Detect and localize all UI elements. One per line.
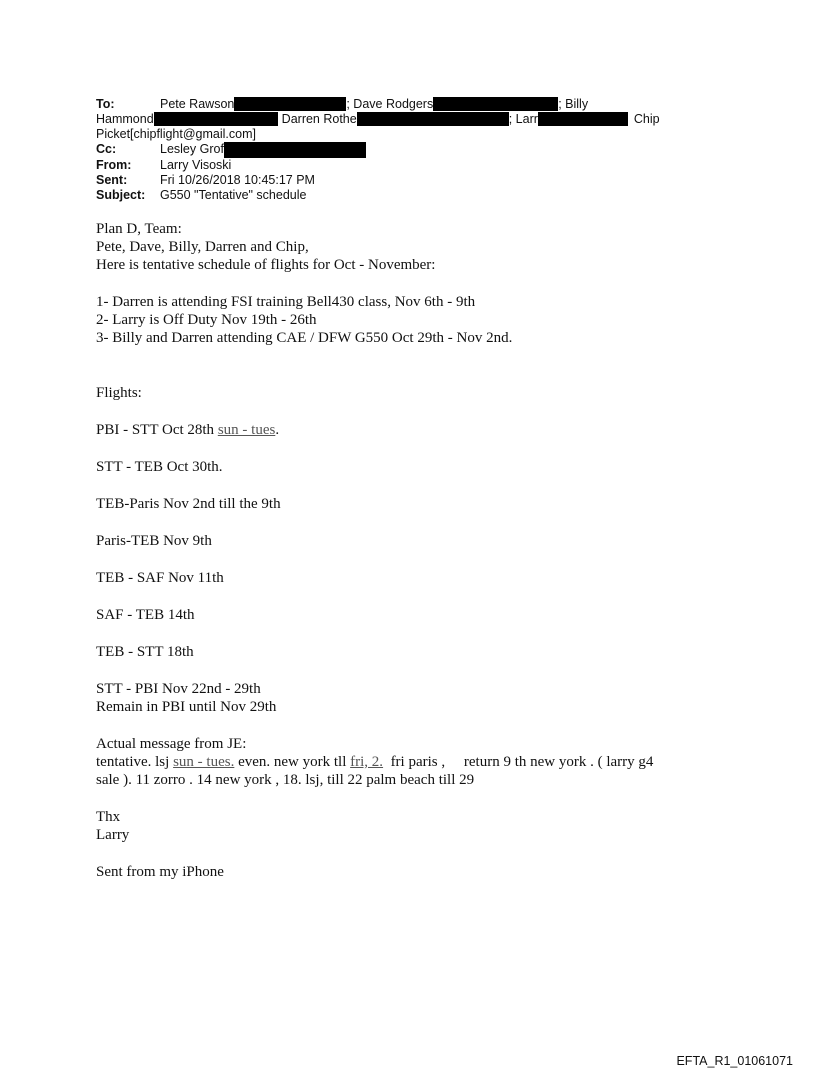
greeting-line: Here is tentative schedule of flights for Oct - November: — [96, 257, 436, 273]
to-row — [96, 97, 716, 112]
redaction-box — [154, 112, 278, 126]
redaction-box — [357, 112, 509, 126]
flight-line: Paris-TEB Nov 9th — [96, 533, 212, 549]
from-value: Larry Visoski — [160, 158, 232, 172]
to-label: To: — [96, 97, 115, 111]
flight-line: TEB-Paris Nov 2nd till the 9th — [96, 496, 281, 512]
to-recipient-8: Picket[chipflight@gmail.com] — [96, 127, 256, 141]
date-link[interactable]: sun - tues. — [173, 754, 235, 770]
to-recipient-7: Chip — [633, 112, 660, 126]
to-recipient-6: ; Larr — [508, 112, 538, 126]
flight-line: Remain in PBI until Nov 29th — [96, 699, 277, 715]
email-header — [96, 97, 716, 203]
flight-line: STT - PBI Nov 22nd - 29th — [96, 681, 261, 697]
thanks-line: Thx — [96, 809, 121, 825]
date-link[interactable]: sun - tues — [217, 422, 276, 438]
cc-label: Cc: — [96, 142, 117, 156]
greeting-line: Plan D, Team: — [96, 221, 182, 237]
note-line: 3- Billy and Darren attending CAE / DFW G550 Oct 29th - Nov 2nd. — [96, 330, 513, 346]
subject-row — [96, 188, 716, 203]
to-row-continued — [96, 112, 716, 127]
flight-text: PBI - STT Oct 28th — [96, 422, 218, 438]
subject-value: G550 "Tentative" schedule — [160, 188, 307, 202]
redaction-box — [224, 142, 366, 158]
sent-label: Sent: — [96, 173, 128, 187]
sent-from-line: Sent from my iPhone — [96, 864, 224, 880]
signature: Larry — [96, 827, 130, 843]
from-row — [96, 158, 716, 173]
email-body — [96, 220, 736, 881]
flight-line: SAF - TEB 14th — [96, 607, 195, 623]
redaction-box — [433, 97, 558, 111]
sent-value: Fri 10/26/2018 10:45:17 PM — [160, 173, 315, 187]
subject-label: Subject: — [96, 188, 146, 202]
to-recipient-4: Hammond — [96, 112, 154, 126]
actual-message-line: sale ). 11 zorro . 14 new york , 18. lsj, till 22 palm beach till 29 — [96, 772, 475, 788]
to-recipient-2: ; Dave Rodgers — [346, 97, 434, 111]
cc-row — [96, 142, 716, 158]
flight-line: STT - TEB Oct 30th. — [96, 459, 223, 475]
to-recipient-1: Pete Rawson — [160, 97, 235, 111]
date-link[interactable]: fri, 2. — [350, 754, 384, 770]
note-line: 1- Darren is attending FSI training Bell430 class, Nov 6th - 9th — [96, 294, 476, 310]
message-text: tentative. lsj — [96, 754, 174, 770]
flight-line — [96, 421, 736, 439]
to-recipient-3: ; Billy — [558, 97, 589, 111]
document-id: EFTA_R1_01061071 — [676, 1054, 793, 1068]
message-text: fri paris , return 9 th new york . ( larry g4 — [383, 754, 654, 770]
sent-row — [96, 173, 716, 188]
note-line: 2- Larry is Off Duty Nov 19th - 26th — [96, 312, 317, 328]
redaction-box — [538, 112, 628, 126]
to-recipient-5: Darren Rothe — [281, 112, 357, 126]
actual-message-heading: Actual message from JE: — [96, 736, 247, 752]
flight-line: TEB - STT 18th — [96, 644, 194, 660]
flight-text: . — [275, 422, 280, 438]
flights-heading: Flights: — [96, 385, 142, 401]
from-label: From: — [96, 158, 132, 172]
redaction-box — [234, 97, 346, 111]
to-row-continued-2 — [96, 127, 716, 142]
message-text: even. new york tll — [234, 754, 351, 770]
greeting-line: Pete, Dave, Billy, Darren and Chip, — [96, 239, 309, 255]
cc-value: Lesley Grof — [160, 142, 224, 156]
flight-line: TEB - SAF Nov 11th — [96, 570, 224, 586]
actual-message-line — [96, 753, 736, 771]
